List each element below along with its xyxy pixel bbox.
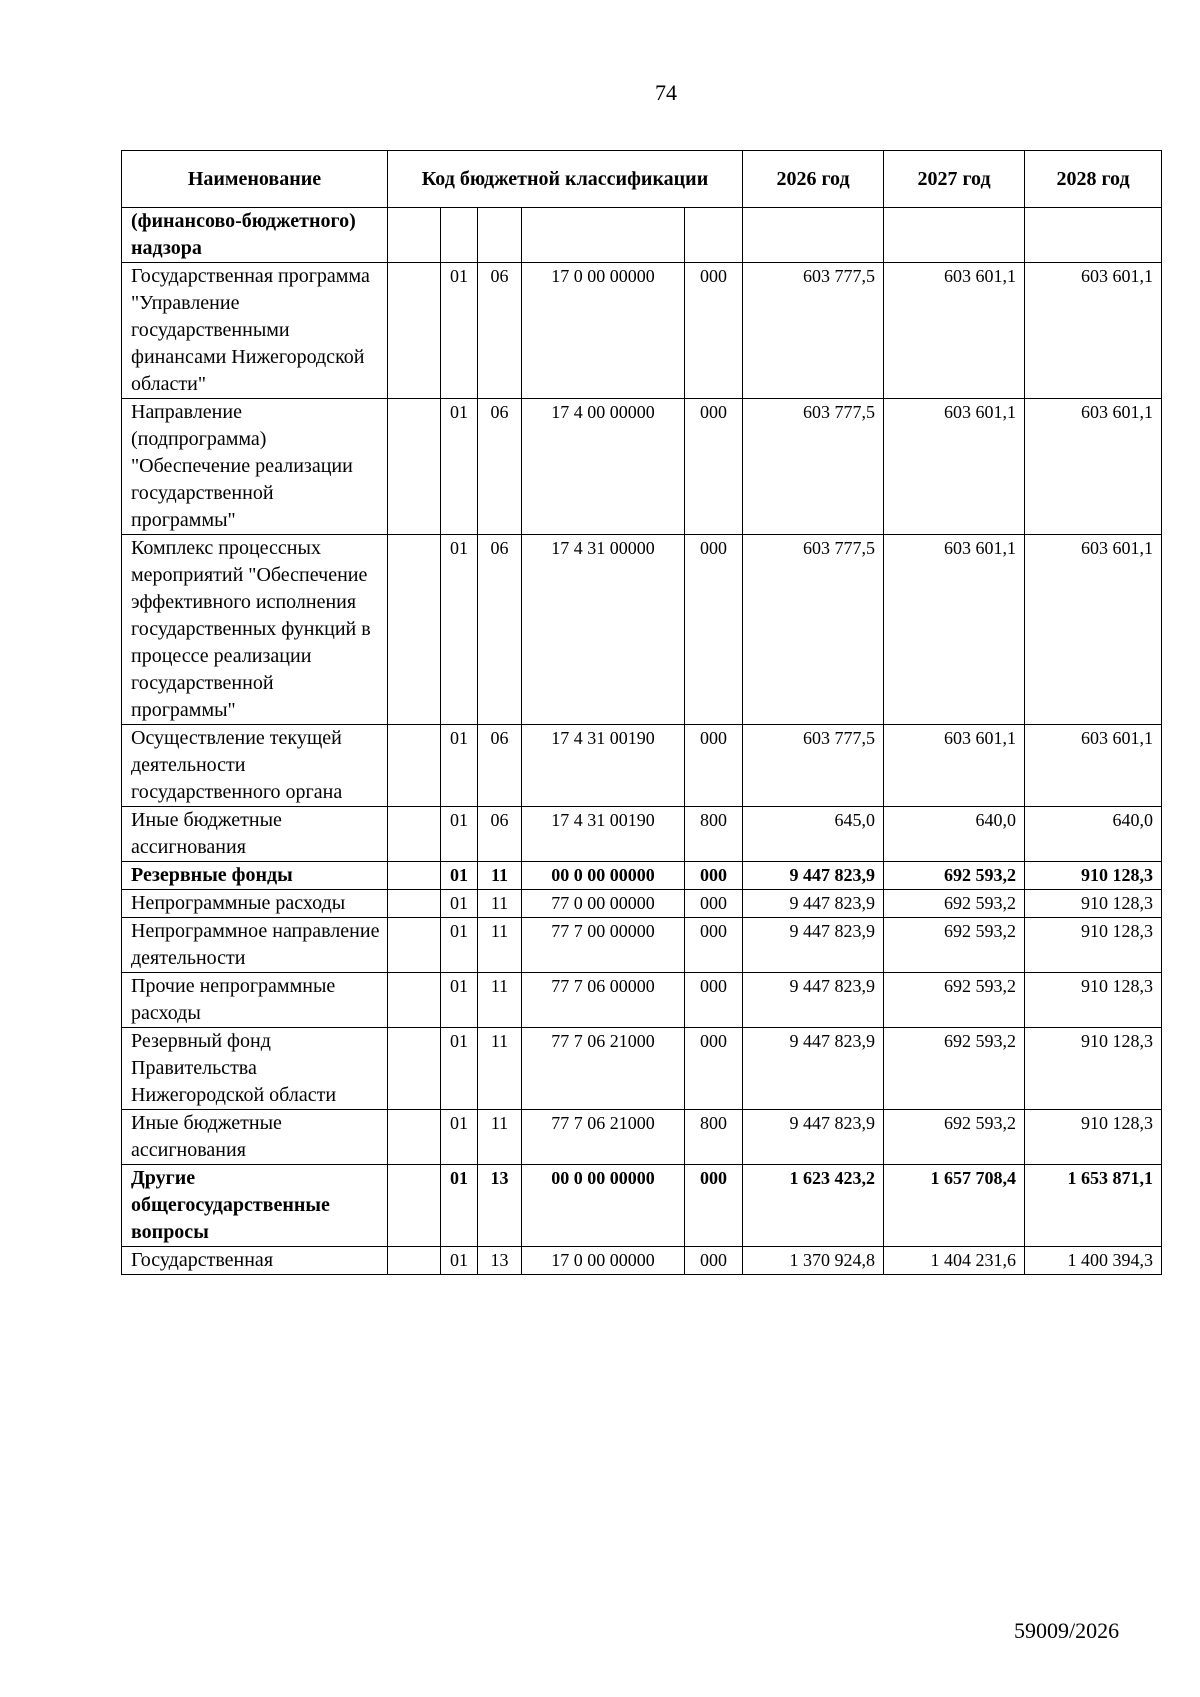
cell-2028: 603 601,1 [1025, 263, 1162, 399]
cell-code-subsection: 06 [478, 535, 522, 725]
cell-code-target: 17 4 31 00190 [522, 807, 685, 862]
cell-name: Другие общегосударственные вопросы [122, 1165, 388, 1247]
cell-code-expense-type: 000 [685, 1028, 743, 1110]
cell-code-target: 77 7 06 21000 [522, 1028, 685, 1110]
cell-code-target: 17 4 00 00000 [522, 399, 685, 535]
cell-code-target: 00 0 00 00000 [522, 1165, 685, 1247]
cell-code-expense-type: 000 [685, 725, 743, 807]
cell-code-section: 01 [441, 725, 478, 807]
cell-name: Государственная программа "Управление государственными финансами Нижегородской области" [122, 263, 388, 399]
cell-2026: 9 447 823,9 [743, 1028, 884, 1110]
cell-code-subsection: 13 [478, 1247, 522, 1275]
table-row [122, 973, 1162, 1028]
table-row [122, 535, 1162, 725]
cell-2026: 9 447 823,9 [743, 973, 884, 1028]
cell-2028: 603 601,1 [1025, 535, 1162, 725]
table-row [122, 208, 1162, 263]
cell-name: (финансово-бюджетного) надзора [122, 208, 388, 263]
cell-code-gap [388, 725, 441, 807]
cell-code-gap [388, 1028, 441, 1110]
cell-2026 [743, 208, 884, 263]
cell-code-target: 00 0 00 00000 [522, 862, 685, 890]
cell-code-expense-type [685, 208, 743, 263]
cell-code-subsection: 06 [478, 725, 522, 807]
cell-code-gap [388, 263, 441, 399]
cell-code-subsection [478, 208, 522, 263]
cell-code-target: 17 0 00 00000 [522, 263, 685, 399]
cell-code-expense-type: 800 [685, 807, 743, 862]
cell-code-section: 01 [441, 535, 478, 725]
cell-code-subsection: 11 [478, 973, 522, 1028]
cell-2028: 910 128,3 [1025, 973, 1162, 1028]
cell-code-gap [388, 535, 441, 725]
table-row [122, 890, 1162, 918]
budget-table [121, 150, 1162, 1275]
cell-2026: 1 623 423,2 [743, 1165, 884, 1247]
cell-code-expense-type: 000 [685, 973, 743, 1028]
cell-2026: 9 447 823,9 [743, 1110, 884, 1165]
cell-code-subsection: 11 [478, 1110, 522, 1165]
table-row [122, 807, 1162, 862]
table-row [122, 862, 1162, 890]
cell-2026: 645,0 [743, 807, 884, 862]
cell-2028: 910 128,3 [1025, 1110, 1162, 1165]
table-header-row [122, 151, 1162, 208]
cell-2027: 692 593,2 [884, 862, 1025, 890]
table-row [122, 1165, 1162, 1247]
cell-code-expense-type: 000 [685, 263, 743, 399]
cell-code-gap [388, 862, 441, 890]
cell-code-expense-type: 000 [685, 862, 743, 890]
table-row [122, 399, 1162, 535]
cell-2027: 640,0 [884, 807, 1025, 862]
cell-code-target: 77 7 06 00000 [522, 973, 685, 1028]
cell-2028: 640,0 [1025, 807, 1162, 862]
header-2028: 2028 год [1025, 151, 1162, 208]
table-row [122, 1028, 1162, 1110]
cell-2026: 603 777,5 [743, 399, 884, 535]
cell-2028: 1 653 871,1 [1025, 1165, 1162, 1247]
cell-2028: 910 128,3 [1025, 890, 1162, 918]
cell-2027: 1 657 708,4 [884, 1165, 1025, 1247]
table-row [122, 1110, 1162, 1165]
cell-2027: 692 593,2 [884, 973, 1025, 1028]
header-name: Наименование [122, 151, 388, 208]
cell-name: Комплекс процессных мероприятий "Обеспечение эффективного исполнения государственных функций в процессе реализации государственной программы" [122, 535, 388, 725]
cell-code-target [522, 208, 685, 263]
header-2026: 2026 год [743, 151, 884, 208]
cell-2026: 603 777,5 [743, 725, 884, 807]
cell-code-target: 17 4 31 00190 [522, 725, 685, 807]
cell-code-expense-type: 800 [685, 1110, 743, 1165]
cell-2027: 603 601,1 [884, 535, 1025, 725]
cell-2027: 692 593,2 [884, 918, 1025, 973]
cell-code-expense-type: 000 [685, 918, 743, 973]
cell-name: Направление (подпрограмма) "Обеспечение реализации государственной программы" [122, 399, 388, 535]
header-code: Код бюджетной классификации [388, 151, 743, 208]
cell-2026: 9 447 823,9 [743, 862, 884, 890]
cell-code-subsection: 06 [478, 263, 522, 399]
cell-code-section: 01 [441, 263, 478, 399]
cell-name: Резервный фонд Правительства Нижегородской области [122, 1028, 388, 1110]
cell-code-subsection: 06 [478, 807, 522, 862]
cell-name: Иные бюджетные ассигнования [122, 1110, 388, 1165]
table-row [122, 918, 1162, 973]
cell-2028: 603 601,1 [1025, 725, 1162, 807]
cell-code-subsection: 11 [478, 1028, 522, 1110]
header-2027: 2027 год [884, 151, 1025, 208]
cell-2028: 603 601,1 [1025, 399, 1162, 535]
cell-2028: 1 400 394,3 [1025, 1247, 1162, 1275]
cell-2026: 603 777,5 [743, 535, 884, 725]
cell-code-section: 01 [441, 890, 478, 918]
cell-name: Непрограммное направление деятельности [122, 918, 388, 973]
cell-code-section: 01 [441, 918, 478, 973]
cell-code-gap [388, 208, 441, 263]
cell-code-expense-type: 000 [685, 535, 743, 725]
cell-code-section: 01 [441, 1165, 478, 1247]
cell-code-expense-type: 000 [685, 1247, 743, 1275]
cell-name: Государственная [122, 1247, 388, 1275]
cell-code-section: 01 [441, 807, 478, 862]
cell-code-subsection: 11 [478, 918, 522, 973]
cell-code-subsection: 06 [478, 399, 522, 535]
cell-code-gap [388, 890, 441, 918]
cell-code-gap [388, 918, 441, 973]
cell-code-section: 01 [441, 973, 478, 1028]
cell-2026: 9 447 823,9 [743, 918, 884, 973]
cell-code-subsection: 11 [478, 862, 522, 890]
cell-code-gap [388, 1247, 441, 1275]
cell-2026: 603 777,5 [743, 263, 884, 399]
cell-code-gap [388, 1110, 441, 1165]
cell-code-target: 77 7 00 00000 [522, 918, 685, 973]
cell-name: Прочие непрограммные расходы [122, 973, 388, 1028]
cell-2027: 1 404 231,6 [884, 1247, 1025, 1275]
cell-code-section: 01 [441, 399, 478, 535]
cell-2028 [1025, 208, 1162, 263]
cell-code-gap [388, 807, 441, 862]
cell-name: Резервные фонды [122, 862, 388, 890]
cell-code-expense-type: 000 [685, 890, 743, 918]
cell-2028: 910 128,3 [1025, 862, 1162, 890]
cell-code-section: 01 [441, 1247, 478, 1275]
cell-2027: 692 593,2 [884, 1110, 1025, 1165]
cell-code-target: 17 0 00 00000 [522, 1247, 685, 1275]
cell-code-section [441, 208, 478, 263]
cell-2026: 1 370 924,8 [743, 1247, 884, 1275]
cell-code-gap [388, 399, 441, 535]
table-body [122, 208, 1162, 1275]
cell-2026: 9 447 823,9 [743, 890, 884, 918]
table-row [122, 1247, 1162, 1275]
cell-code-target: 77 0 00 00000 [522, 890, 685, 918]
cell-2027: 692 593,2 [884, 1028, 1025, 1110]
cell-code-target: 77 7 06 21000 [522, 1110, 685, 1165]
cell-code-gap [388, 973, 441, 1028]
cell-code-expense-type: 000 [685, 1165, 743, 1247]
cell-2027: 603 601,1 [884, 725, 1025, 807]
cell-2027 [884, 208, 1025, 263]
table-row [122, 725, 1162, 807]
cell-2027: 603 601,1 [884, 399, 1025, 535]
cell-code-section: 01 [441, 862, 478, 890]
table-row [122, 263, 1162, 399]
cell-2028: 910 128,3 [1025, 1028, 1162, 1110]
cell-2027: 692 593,2 [884, 890, 1025, 918]
cell-code-section: 01 [441, 1110, 478, 1165]
cell-2028: 910 128,3 [1025, 918, 1162, 973]
cell-code-gap [388, 1165, 441, 1247]
cell-name: Иные бюджетные ассигнования [122, 807, 388, 862]
cell-code-section: 01 [441, 1028, 478, 1110]
cell-code-target: 17 4 31 00000 [522, 535, 685, 725]
cell-name: Непрограммные расходы [122, 890, 388, 918]
page-number: 74 [655, 80, 677, 105]
document-id: 59009/2026 [1014, 1618, 1120, 1643]
cell-2027: 603 601,1 [884, 263, 1025, 399]
cell-name: Осуществление текущей деятельности государственного органа [122, 725, 388, 807]
cell-code-expense-type: 000 [685, 399, 743, 535]
cell-code-subsection: 13 [478, 1165, 522, 1247]
cell-code-subsection: 11 [478, 890, 522, 918]
